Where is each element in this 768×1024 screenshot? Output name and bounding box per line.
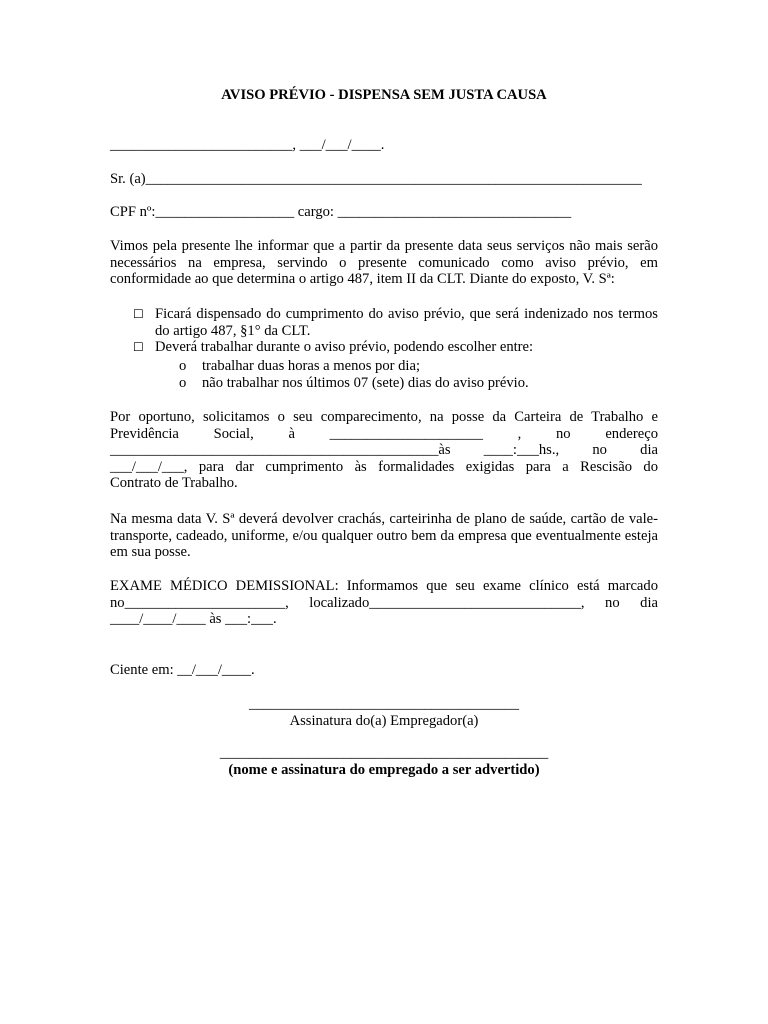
checkbox-icon: ☐ [133, 307, 144, 321]
medical-exam-line: EXAME MÉDICO DEMISSIONAL: Informamos que seu exame clínico está marcado [110, 578, 658, 594]
attendance-line: Contrato de Trabalho. [110, 475, 238, 491]
medical-exam-line: no______________________, localizado_____________________________, no dia [110, 594, 658, 611]
employer-signature-line: _____________________________________ [249, 696, 519, 712]
sub-option-two-hours [179, 358, 529, 375]
date-line: _________________________, ___/___/____. [110, 137, 385, 153]
acknowledged-line: Ciente em: __/___/____. [110, 662, 255, 678]
option-dispensed [133, 306, 658, 339]
circle-bullet-icon: o [179, 374, 187, 391]
attendance-line: ___/___/___, para dar cumprimento às formalidades exigidas para a Rescisão do [110, 458, 658, 475]
option-work-notice [133, 339, 658, 356]
circle-bullet-icon: o [179, 358, 187, 374]
medical-exam-line: ____/____/____ às ___:___. [110, 611, 277, 627]
attendance-line: Previdência Social, à _____________________ , no endereço [110, 425, 658, 442]
employee-signature-line: _____________________________________________ [219, 745, 549, 761]
sub-option-last-days [179, 375, 529, 392]
employee-signature-label: (nome e assinatura do empregado a ser advertido) [228, 761, 540, 778]
return-items-paragraph: Na mesma data V. Sª deverá devolver crachás, carteirinha de plano de saúde, cartão de vale-transporte, cadeado, uniforme, e/ou qualquer outro bem da empresa que eventualmente esteja em sua posse. [110, 511, 658, 560]
sub-option-two-hours-text: trabalhar duas horas a menos por dia; [202, 358, 421, 374]
work-options-sublist [179, 358, 529, 391]
checkbox-icon: ☐ [133, 340, 144, 354]
options-list [133, 306, 658, 356]
employer-signature-label: Assinatura do(a) Empregador(a) [289, 712, 479, 729]
sub-option-last-days-text: não trabalhar nos últimos 07 (sete) dias do aviso prévio. [202, 374, 529, 391]
intro-paragraph: Vimos pela presente lhe informar que a partir da presente data seus serviços não mais serão necessários na empresa, servindo o presente comunicado como aviso prévio, em conformidade ao que determina o artigo 487, item II da CLT. Diante do exposto, V. Sª: [110, 238, 658, 287]
document-title: AVISO PRÉVIO - DISPENSA SEM JUSTA CAUSA [221, 87, 547, 103]
recipient-line: Sr. (a)____________________________________________________________________ [110, 171, 642, 187]
cpf-line: CPF nº:___________________ cargo: ________________________________ [110, 204, 572, 220]
option-work-notice-text: Deverá trabalhar durante o aviso prévio, podendo escolher entre: [155, 339, 534, 355]
option-dispensed-text: Ficará dispensado do cumprimento do aviso prévio, que será indenizado nos termos do artigo 487, §1° da CLT. [155, 306, 658, 339]
attendance-paragraph [110, 409, 658, 492]
attendance-line: _____________________________________________às ____:___hs., no dia [110, 442, 658, 458]
attendance-line: Por oportuno, solicitamos o seu comparecimento, na posse da Carteira de Trabalho e [110, 409, 658, 425]
employer-signature-block [0, 696, 768, 729]
medical-exam-paragraph [110, 578, 658, 628]
employee-signature-block [0, 745, 768, 778]
